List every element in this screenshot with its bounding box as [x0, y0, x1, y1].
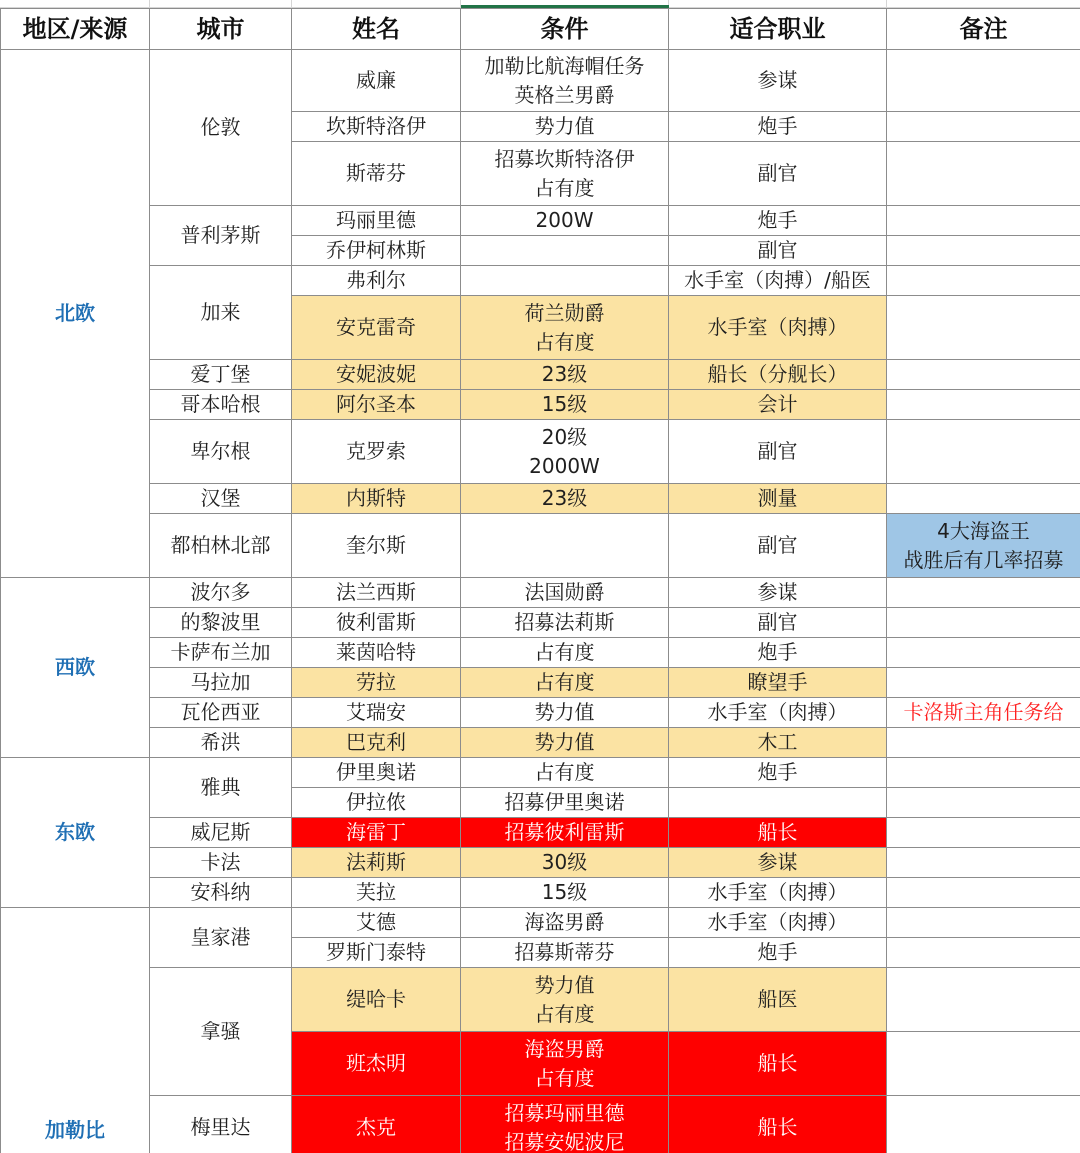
job-cell[interactable]: 船医: [669, 968, 887, 1032]
job-cell[interactable]: 船长: [669, 1096, 887, 1153]
table-row: [1, 848, 1080, 878]
city-cell[interactable]: 哥本哈根: [150, 390, 292, 420]
job-cell[interactable]: 水手室（肉搏）: [669, 698, 887, 728]
job-cell[interactable]: 炮手: [669, 758, 887, 788]
city-cell[interactable]: 马拉加: [150, 668, 292, 698]
condition-cell[interactable]: 法国勋爵: [461, 578, 669, 608]
condition-cell[interactable]: [461, 50, 669, 112]
condition-cell[interactable]: 海盗男爵: [461, 908, 669, 938]
condition-line: 占有度: [534, 1001, 595, 1026]
city-cell[interactable]: 雅典: [150, 758, 292, 818]
table-row: [1, 578, 1080, 608]
job-cell[interactable]: 水手室（肉搏）: [669, 296, 887, 360]
note-cell[interactable]: [887, 788, 1080, 818]
job-cell[interactable]: 参谋: [669, 578, 887, 608]
header-name[interactable]: 姓名: [292, 9, 461, 50]
name-cell[interactable]: 伊拉侬: [292, 788, 461, 818]
table-row: [1, 968, 1080, 1032]
city-cell[interactable]: 普利茅斯: [150, 206, 292, 266]
note-cell[interactable]: [887, 206, 1080, 236]
city-cell[interactable]: 希洪: [150, 728, 292, 758]
condition-cell[interactable]: [461, 296, 669, 360]
city-cell[interactable]: 威尼斯: [150, 818, 292, 848]
condition-cell[interactable]: [461, 514, 669, 578]
note-cell[interactable]: [887, 484, 1080, 514]
name-cell[interactable]: 斯蒂芬: [292, 142, 461, 206]
city-cell[interactable]: 伦敦: [150, 50, 292, 206]
condition-line: 招募坎斯特洛伊: [494, 146, 635, 171]
name-cell[interactable]: 艾德: [292, 908, 461, 938]
table-row: [1, 638, 1080, 668]
job-cell[interactable]: 副官: [669, 608, 887, 638]
job-cell[interactable]: 水手室（肉搏）/船医: [669, 266, 887, 296]
city-cell[interactable]: 卡法: [150, 848, 292, 878]
note-cell[interactable]: [887, 420, 1080, 484]
condition-line: 占有度: [534, 329, 595, 354]
condition-cell[interactable]: 势力值: [461, 698, 669, 728]
note-cell[interactable]: [887, 112, 1080, 142]
city-cell[interactable]: 卡萨布兰加: [150, 638, 292, 668]
note-cell[interactable]: [887, 296, 1080, 360]
condition-line: 势力值: [534, 972, 595, 997]
condition-cell[interactable]: 15级: [461, 878, 669, 908]
name-cell[interactable]: 杰克: [292, 1096, 461, 1153]
name-cell[interactable]: 奎尔斯: [292, 514, 461, 578]
note-cell[interactable]: [887, 360, 1080, 390]
condition-cell[interactable]: 15级: [461, 390, 669, 420]
recruit-table: [0, 8, 1080, 1153]
header-condition[interactable]: 条件: [461, 9, 669, 50]
note-cell[interactable]: [887, 848, 1080, 878]
job-cell[interactable]: 瞭望手: [669, 668, 887, 698]
note-cell[interactable]: [887, 638, 1080, 668]
condition-cell[interactable]: 招募彼利雷斯: [461, 818, 669, 848]
header-city[interactable]: 城市: [150, 9, 292, 50]
condition-cell[interactable]: [461, 968, 669, 1032]
condition-line: 招募玛丽里德: [504, 1100, 625, 1125]
condition-cell[interactable]: [461, 420, 669, 484]
name-cell[interactable]: 海雷丁: [292, 818, 461, 848]
note-cell[interactable]: [887, 668, 1080, 698]
city-cell[interactable]: 的黎波里: [150, 608, 292, 638]
name-cell[interactable]: 弗利尔: [292, 266, 461, 296]
name-cell[interactable]: 劳拉: [292, 668, 461, 698]
name-cell[interactable]: 安妮波妮: [292, 360, 461, 390]
condition-line: 占有度: [534, 175, 595, 200]
name-cell[interactable]: 法兰西斯: [292, 578, 461, 608]
table-row: [1, 50, 1080, 112]
region-cell[interactable]: 西欧: [1, 578, 150, 758]
condition-cell[interactable]: 势力值: [461, 112, 669, 142]
job-cell[interactable]: 船长: [669, 818, 887, 848]
note-cell[interactable]: [887, 578, 1080, 608]
column-separator: [886, 0, 887, 7]
name-cell[interactable]: 巴克利: [292, 728, 461, 758]
name-cell[interactable]: 乔伊柯林斯: [292, 236, 461, 266]
table-row: [1, 698, 1080, 728]
note-cell[interactable]: [887, 266, 1080, 296]
note-cell[interactable]: [887, 908, 1080, 938]
table-row: [1, 908, 1080, 938]
job-cell[interactable]: 副官: [669, 142, 887, 206]
condition-cell[interactable]: 30级: [461, 848, 669, 878]
table-row: [1, 360, 1080, 390]
condition-line: 占有度: [534, 1065, 595, 1090]
column-separator: [291, 0, 292, 7]
condition-cell[interactable]: 23级: [461, 360, 669, 390]
condition-cell[interactable]: 招募斯蒂芬: [461, 938, 669, 968]
note-cell[interactable]: [887, 1032, 1080, 1096]
condition-cell[interactable]: 招募伊里奥诺: [461, 788, 669, 818]
condition-cell[interactable]: [461, 142, 669, 206]
note-cell[interactable]: 卡洛斯主角任务给: [887, 698, 1080, 728]
job-cell[interactable]: 副官: [669, 236, 887, 266]
condition-cell[interactable]: 占有度: [461, 668, 669, 698]
name-cell[interactable]: 玛丽里德: [292, 206, 461, 236]
name-cell[interactable]: 班杰明: [292, 1032, 461, 1096]
condition-line: 加勒比航海帽任务: [484, 53, 645, 78]
condition-line: 20级: [541, 424, 588, 449]
job-cell[interactable]: 副官: [669, 420, 887, 484]
note-cell[interactable]: [887, 608, 1080, 638]
city-cell[interactable]: 皇家港: [150, 908, 292, 968]
condition-line: 英格兰男爵: [514, 82, 615, 107]
region-cell[interactable]: 加勒比: [1, 908, 150, 1153]
name-cell[interactable]: 坎斯特洛伊: [292, 112, 461, 142]
note-cell[interactable]: [887, 1096, 1080, 1153]
condition-cell[interactable]: 招募法莉斯: [461, 608, 669, 638]
condition-cell[interactable]: 23级: [461, 484, 669, 514]
note-cell[interactable]: [887, 390, 1080, 420]
city-cell[interactable]: 卑尔根: [150, 420, 292, 484]
city-cell[interactable]: 梅里达: [150, 1096, 292, 1153]
header-region[interactable]: 地区/来源: [1, 9, 150, 50]
job-cell[interactable]: 测量: [669, 484, 887, 514]
note-cell[interactable]: [887, 514, 1080, 578]
note-cell[interactable]: [887, 938, 1080, 968]
job-cell[interactable]: 会计: [669, 390, 887, 420]
job-cell[interactable]: 参谋: [669, 50, 887, 112]
name-cell[interactable]: 缇哈卡: [292, 968, 461, 1032]
note-cell[interactable]: [887, 818, 1080, 848]
note-cell[interactable]: [887, 142, 1080, 206]
name-cell[interactable]: 法莉斯: [292, 848, 461, 878]
table-row: [1, 668, 1080, 698]
city-cell[interactable]: 波尔多: [150, 578, 292, 608]
table-row: [1, 484, 1080, 514]
name-cell[interactable]: 威廉: [292, 50, 461, 112]
name-cell[interactable]: 莱茵哈特: [292, 638, 461, 668]
condition-line: 招募安妮波尼: [504, 1129, 625, 1153]
table-row: [1, 1096, 1080, 1153]
condition-line: 2000W: [529, 453, 600, 478]
city-cell[interactable]: 安科纳: [150, 878, 292, 908]
job-cell[interactable]: 炮手: [669, 206, 887, 236]
city-cell[interactable]: 加来: [150, 266, 292, 360]
note-cell[interactable]: [887, 878, 1080, 908]
note-cell[interactable]: [887, 236, 1080, 266]
condition-cell[interactable]: 200W: [461, 206, 669, 236]
note-cell[interactable]: [887, 50, 1080, 112]
table-row: [1, 206, 1080, 236]
name-cell[interactable]: 艾瑞安: [292, 698, 461, 728]
city-cell[interactable]: 汉堡: [150, 484, 292, 514]
condition-cell[interactable]: 占有度: [461, 758, 669, 788]
job-cell[interactable]: 船长（分舰长）: [669, 360, 887, 390]
table-row: [1, 266, 1080, 296]
table-row: [1, 818, 1080, 848]
header-job[interactable]: 适合职业: [669, 9, 887, 50]
city-cell[interactable]: 都柏林北部: [150, 514, 292, 578]
note-cell[interactable]: [887, 728, 1080, 758]
name-cell[interactable]: 克罗索: [292, 420, 461, 484]
note-line: 战胜后有几率招募: [903, 547, 1064, 572]
condition-cell[interactable]: [461, 266, 669, 296]
name-cell[interactable]: 芙拉: [292, 878, 461, 908]
job-cell[interactable]: 水手室（肉搏）: [669, 878, 887, 908]
job-cell[interactable]: 炮手: [669, 112, 887, 142]
table-row: [1, 390, 1080, 420]
table-row: [1, 728, 1080, 758]
job-cell[interactable]: 参谋: [669, 848, 887, 878]
job-cell[interactable]: 炮手: [669, 938, 887, 968]
column-separator: [149, 0, 150, 7]
job-cell[interactable]: 木工: [669, 728, 887, 758]
note-cell[interactable]: [887, 758, 1080, 788]
region-cell[interactable]: 北欧: [1, 50, 150, 578]
condition-line: 荷兰勋爵: [524, 300, 605, 325]
note-line: 4大海盗王: [937, 518, 1030, 543]
condition-cell[interactable]: [461, 1032, 669, 1096]
condition-cell[interactable]: 势力值: [461, 728, 669, 758]
table-row: [1, 608, 1080, 638]
header-note[interactable]: 备注: [887, 9, 1080, 50]
note-cell[interactable]: [887, 968, 1080, 1032]
city-cell[interactable]: 拿骚: [150, 968, 292, 1096]
city-cell[interactable]: 瓦伦西亚: [150, 698, 292, 728]
condition-cell[interactable]: 占有度: [461, 638, 669, 668]
condition-cell[interactable]: [461, 1096, 669, 1153]
region-cell[interactable]: 东欧: [1, 758, 150, 908]
table-row: [1, 420, 1080, 484]
city-cell[interactable]: 爱丁堡: [150, 360, 292, 390]
name-cell[interactable]: 阿尔圣本: [292, 390, 461, 420]
name-cell[interactable]: 安克雷奇: [292, 296, 461, 360]
job-cell[interactable]: 副官: [669, 514, 887, 578]
name-cell[interactable]: 彼利雷斯: [292, 608, 461, 638]
table-row: [1, 514, 1080, 578]
name-cell[interactable]: 伊里奥诺: [292, 758, 461, 788]
header-row: [1, 9, 1080, 50]
table-row: [1, 878, 1080, 908]
job-cell[interactable]: 炮手: [669, 638, 887, 668]
table-row: [1, 758, 1080, 788]
condition-line: 海盗男爵: [524, 1036, 605, 1061]
job-cell[interactable]: 水手室（肉搏）: [669, 908, 887, 938]
name-cell[interactable]: 内斯特: [292, 484, 461, 514]
job-cell[interactable]: 船长: [669, 1032, 887, 1096]
name-cell[interactable]: 罗斯门泰特: [292, 938, 461, 968]
condition-cell[interactable]: [461, 236, 669, 266]
job-cell[interactable]: [669, 788, 887, 818]
